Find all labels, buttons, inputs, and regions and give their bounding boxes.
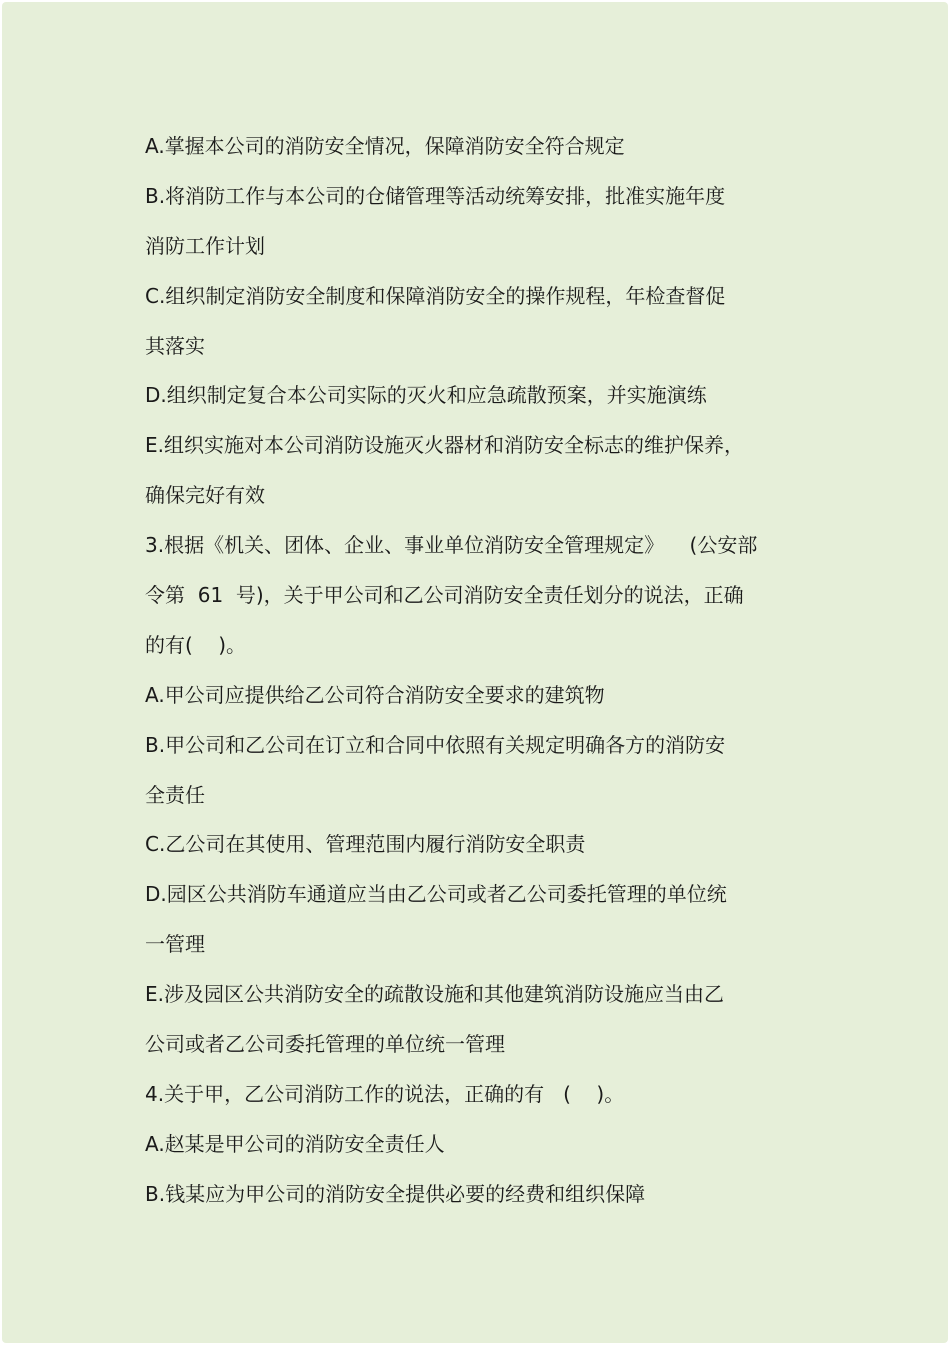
option-line-continuation: 消防工作计划 [145, 233, 265, 258]
option-line: D.园区公共消防车通道应当由乙公司或者乙公司委托管理的单位统 [145, 882, 727, 907]
question-line: 3.根据《机关、团体、企业、事业单位消防安全管理规定》 (公安部 [145, 533, 758, 558]
option-line: D.组织制定复合本公司实际的灭火和应急疏散预案，并实施演练 [145, 383, 707, 408]
document-body [145, 128, 825, 1226]
question-line: 4.关于甲，乙公司消防工作的说法，正确的有 ( )。 [145, 1081, 625, 1106]
option-line: E.组织实施对本公司消防设施灭火器材和消防安全标志的维护保养， [145, 433, 744, 458]
option-line: C.乙公司在其使用、管理范围内履行消防安全职责 [145, 832, 586, 857]
option-line-continuation: 确保完好有效 [145, 483, 265, 508]
option-line: B.将消防工作与本公司的仓储管理等活动统筹安排，批准实施年度 [145, 183, 726, 208]
option-line: B.钱某应为甲公司的消防安全提供必要的经费和组织保障 [145, 1181, 646, 1206]
option-line-continuation: 全责任 [145, 782, 205, 807]
option-line: C.组织制定消防安全制度和保障消防安全的操作规程，年检查督促 [145, 283, 726, 308]
option-line-continuation: 一管理 [145, 932, 205, 957]
option-line: A.甲公司应提供给乙公司符合消防安全要求的建筑物 [145, 682, 605, 707]
option-line: A.掌握本公司的消防安全情况，保障消防安全符合规定 [145, 134, 625, 158]
option-line-continuation: 其落实 [145, 333, 205, 358]
question-line: 的有( )。 [145, 632, 247, 657]
option-line: E.涉及园区公共消防安全的疏散设施和其他建筑消防设施应当由乙 [145, 982, 724, 1007]
question-line: 令第 61 号)，关于甲公司和乙公司消防安全责任划分的说法，正确 [145, 583, 744, 608]
document-page [2, 2, 948, 1343]
option-line-continuation: 公司或者乙公司委托管理的单位统一管理 [145, 1032, 505, 1057]
option-line: A.赵某是甲公司的消防安全责任人 [145, 1131, 445, 1156]
option-line: B.甲公司和乙公司在订立和合同中依照有关规定明确各方的消防安 [145, 732, 726, 757]
